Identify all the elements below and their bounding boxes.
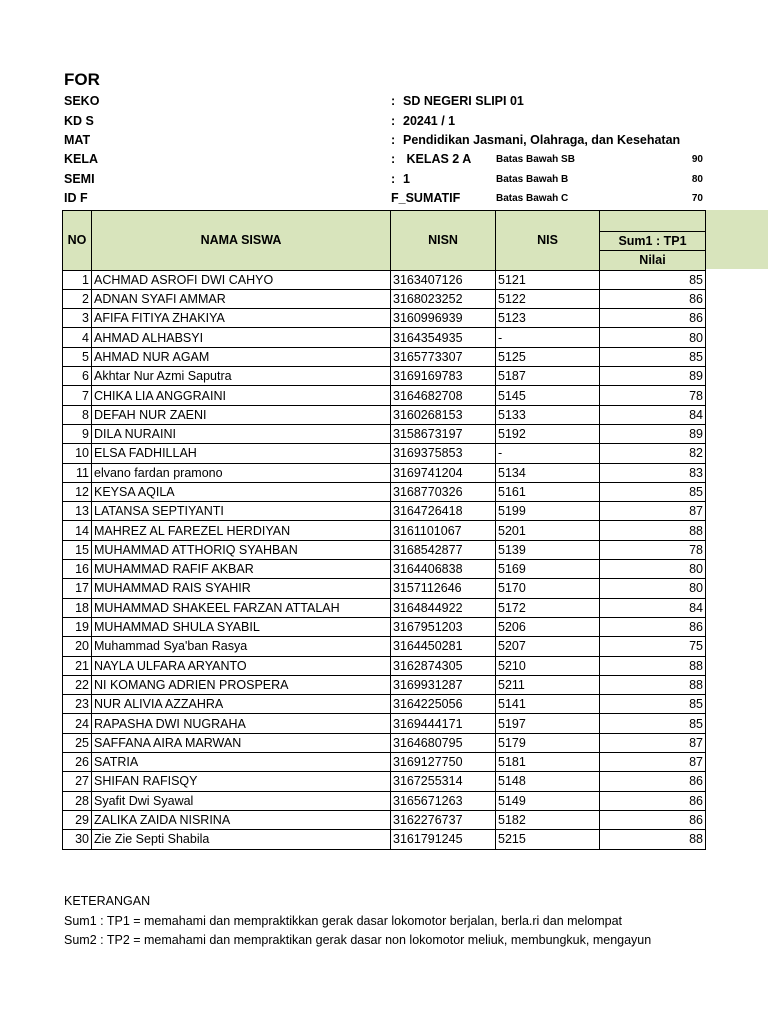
- cell-nama: MUHAMMAD RAFIF AKBAR: [92, 560, 391, 579]
- cell-nilai: 86: [600, 617, 706, 636]
- cell-nisn: 3164354935: [391, 328, 496, 347]
- meta-key: ID F: [64, 191, 88, 205]
- cell-nilai: 85: [600, 714, 706, 733]
- cell-nama: MAHREZ AL FAREZEL HERDIYAN: [92, 521, 391, 540]
- keterangan-heading: KETERANGAN: [64, 894, 151, 908]
- cell-nis: 5187: [496, 367, 600, 386]
- cell-nisn: 3162276737: [391, 810, 496, 829]
- cell-nisn: 3161101067: [391, 521, 496, 540]
- cell-nis: 5134: [496, 463, 600, 482]
- meta-colon: :: [391, 172, 396, 186]
- cell-nis: 5148: [496, 772, 600, 791]
- cell-nisn: 3161791245: [391, 830, 496, 849]
- table-row: [63, 656, 706, 675]
- cell-nilai: 88: [600, 521, 706, 540]
- cell-nis: 5199: [496, 502, 600, 521]
- batas-label: Batas Bawah B: [496, 174, 569, 185]
- meta-value: 20241 / 1: [403, 114, 456, 128]
- cell-nama: NUR ALIVIA AZZAHRA: [92, 695, 391, 714]
- header-no: NO: [63, 211, 92, 271]
- meta-colon: :: [391, 114, 396, 128]
- cell-nis: 5201: [496, 521, 600, 540]
- cell-no: 15: [63, 540, 92, 559]
- cell-nis: 5169: [496, 560, 600, 579]
- cell-nisn: 3167951203: [391, 617, 496, 636]
- cell-nis: 5210: [496, 656, 600, 675]
- cell-nisn: 3169931287: [391, 675, 496, 694]
- cell-no: 1: [63, 270, 92, 289]
- cell-no: 21: [63, 656, 92, 675]
- cell-nis: 5149: [496, 791, 600, 810]
- cell-nama: DEFAH NUR ZAENI: [92, 405, 391, 424]
- table-row: [63, 502, 706, 521]
- meta-value: Pendidikan Jasmani, Olahraga, dan Kesehatan: [403, 133, 681, 147]
- table-row: [63, 560, 706, 579]
- cell-nama: SATRIA: [92, 753, 391, 772]
- cell-nisn: 3165773307: [391, 347, 496, 366]
- batas-label: Batas Bawah SB: [496, 154, 575, 165]
- cell-no: 24: [63, 714, 92, 733]
- cell-nis: 5121: [496, 270, 600, 289]
- cell-nisn: 3169127750: [391, 753, 496, 772]
- cell-no: 22: [63, 675, 92, 694]
- cell-nis: 5179: [496, 733, 600, 752]
- table-row: [63, 598, 706, 617]
- cell-no: 9: [63, 424, 92, 443]
- cell-nilai: 86: [600, 810, 706, 829]
- meta-value: 1: [403, 172, 410, 186]
- cell-nis: 5133: [496, 405, 600, 424]
- keterangan-line-1: Sum1 : TP1 = memahami dan mempraktikkan gerak dasar lokomotor berjalan, berla.ri dan melompat: [64, 913, 623, 928]
- cell-nilai: 80: [600, 560, 706, 579]
- cell-nama: AFIFA FITIYA ZHAKIYA: [92, 309, 391, 328]
- cell-nisn: 3158673197: [391, 424, 496, 443]
- cell-nama: Syafit Dwi Syawal: [92, 791, 391, 810]
- cell-nama: LATANSA SEPTIYANTI: [92, 502, 391, 521]
- meta-row: [0, 191, 768, 211]
- meta-row: [0, 114, 768, 134]
- cell-nilai: 86: [600, 791, 706, 810]
- cell-nama: MUHAMMAD RAIS SYAHIR: [92, 579, 391, 598]
- batas-value: 80: [691, 174, 703, 185]
- cell-nisn: 3157112646: [391, 579, 496, 598]
- cell-nisn: 3169375853: [391, 444, 496, 463]
- table-row: [63, 328, 706, 347]
- table-row: [63, 714, 706, 733]
- cell-nilai: 84: [600, 405, 706, 424]
- cell-nilai: 85: [600, 270, 706, 289]
- cell-nisn: 3164682708: [391, 386, 496, 405]
- cell-no: 13: [63, 502, 92, 521]
- table-row: [63, 463, 706, 482]
- cell-nilai: 85: [600, 482, 706, 501]
- cell-nama: ACHMAD ASROFI DWI CAHYO: [92, 270, 391, 289]
- cell-nis: 5123: [496, 309, 600, 328]
- table-row: [63, 347, 706, 366]
- table-row: [63, 521, 706, 540]
- cell-no: 20: [63, 637, 92, 656]
- cell-nama: MUHAMMAD SHAKEEL FARZAN ATTALAH: [92, 598, 391, 617]
- table-row: [63, 424, 706, 443]
- cell-no: 28: [63, 791, 92, 810]
- table-row: [63, 405, 706, 424]
- cell-nis: 5197: [496, 714, 600, 733]
- cell-no: 30: [63, 830, 92, 849]
- keterangan-section: [64, 892, 651, 951]
- cell-nilai: 83: [600, 463, 706, 482]
- header-nilai: Nilai: [600, 251, 706, 270]
- meta-row: [0, 152, 768, 172]
- meta-colon: :: [391, 94, 396, 108]
- cell-nilai: 87: [600, 502, 706, 521]
- table-row: [63, 772, 706, 791]
- cell-no: 12: [63, 482, 92, 501]
- batas-value: 90: [691, 154, 703, 165]
- cell-nilai: 89: [600, 367, 706, 386]
- cell-nilai: 88: [600, 830, 706, 849]
- cell-nama: DILA NURAINI: [92, 424, 391, 443]
- cell-nisn: 3164680795: [391, 733, 496, 752]
- cell-no: 10: [63, 444, 92, 463]
- meta-key: MAT: [64, 133, 91, 147]
- cell-nilai: 80: [600, 579, 706, 598]
- header-sum1-tp1: Sum1 : TP1: [600, 232, 706, 251]
- table-body: [63, 270, 706, 849]
- cell-no: 2: [63, 289, 92, 308]
- cell-nama: AHMAD ALHABSYI: [92, 328, 391, 347]
- cell-nisn: 3162874305: [391, 656, 496, 675]
- cell-nis: 5192: [496, 424, 600, 443]
- cell-nama: Muhammad Sya'ban Rasya: [92, 637, 391, 656]
- student-grade-table: [62, 210, 706, 850]
- cell-no: 7: [63, 386, 92, 405]
- table-row: [63, 791, 706, 810]
- table-row: [63, 386, 706, 405]
- cell-no: 11: [63, 463, 92, 482]
- cell-nis: 5211: [496, 675, 600, 694]
- cell-nilai: 78: [600, 386, 706, 405]
- cell-no: 16: [63, 560, 92, 579]
- header-nis: NIS: [496, 211, 600, 271]
- cell-no: 4: [63, 328, 92, 347]
- cell-nisn: 3160996939: [391, 309, 496, 328]
- cell-nama: RAPASHA DWI NUGRAHA: [92, 714, 391, 733]
- cell-no: 6: [63, 367, 92, 386]
- table-row: [63, 540, 706, 559]
- meta-value: KELAS 2 A: [403, 152, 472, 166]
- meta-value: F_SUMATIF: [391, 191, 461, 205]
- meta-row: [0, 172, 768, 192]
- cell-nis: 5215: [496, 830, 600, 849]
- form-title: FOR: [64, 70, 100, 89]
- cell-nisn: 3168770326: [391, 482, 496, 501]
- table-row: [63, 637, 706, 656]
- cell-no: 14: [63, 521, 92, 540]
- cell-no: 29: [63, 810, 92, 829]
- table-row: [63, 309, 706, 328]
- table-header-row: [63, 211, 706, 232]
- cell-nis: 5206: [496, 617, 600, 636]
- header-nama-siswa: NAMA SISWA: [92, 211, 391, 271]
- cell-nilai: 75: [600, 637, 706, 656]
- cell-nis: 5122: [496, 289, 600, 308]
- cell-nisn: 3163407126: [391, 270, 496, 289]
- cell-nilai: 88: [600, 675, 706, 694]
- cell-nis: 5182: [496, 810, 600, 829]
- table-row: [63, 733, 706, 752]
- cell-nis: 5172: [496, 598, 600, 617]
- table-row: [63, 753, 706, 772]
- cell-nisn: 3168023252: [391, 289, 496, 308]
- cell-no: 5: [63, 347, 92, 366]
- cell-nilai: 78: [600, 540, 706, 559]
- cell-no: 25: [63, 733, 92, 752]
- batas-value: 70: [691, 193, 703, 204]
- cell-no: 19: [63, 617, 92, 636]
- table-row: [63, 289, 706, 308]
- cell-nilai: 88: [600, 656, 706, 675]
- meta-key: KD S: [64, 114, 94, 128]
- cell-nama: Akhtar Nur Azmi Saputra: [92, 367, 391, 386]
- cell-nama: elvano fardan pramono: [92, 463, 391, 482]
- cell-nis: 5207: [496, 637, 600, 656]
- cell-nisn: 3169444171: [391, 714, 496, 733]
- cell-nisn: 3164406838: [391, 560, 496, 579]
- cell-nilai: 86: [600, 289, 706, 308]
- cell-nilai: 85: [600, 347, 706, 366]
- cell-nama: MUHAMMAD SHULA SYABIL: [92, 617, 391, 636]
- table-row: [63, 810, 706, 829]
- meta-key: SEMI: [64, 172, 95, 186]
- cell-nis: 5170: [496, 579, 600, 598]
- header-nisn: NISN: [391, 211, 496, 271]
- table-row: [63, 695, 706, 714]
- cell-nis: 5181: [496, 753, 600, 772]
- table-row: [63, 675, 706, 694]
- cell-no: 17: [63, 579, 92, 598]
- table-row: [63, 270, 706, 289]
- meta-key: SEKO: [64, 94, 100, 108]
- cell-nis: 5161: [496, 482, 600, 501]
- table-row: [63, 830, 706, 849]
- cell-nama: NAYLA ULFARA ARYANTO: [92, 656, 391, 675]
- table-row: [63, 482, 706, 501]
- cell-nis: 5145: [496, 386, 600, 405]
- header-fill-extension: [705, 210, 768, 269]
- cell-nis: 5139: [496, 540, 600, 559]
- cell-nama: MUHAMMAD ATTHORIQ SYAHBAN: [92, 540, 391, 559]
- cell-no: 18: [63, 598, 92, 617]
- cell-no: 26: [63, 753, 92, 772]
- cell-nama: KEYSA AQILA: [92, 482, 391, 501]
- cell-nisn: 3160268153: [391, 405, 496, 424]
- cell-nilai: 84: [600, 598, 706, 617]
- cell-nama: ZALIKA ZAIDA NISRINA: [92, 810, 391, 829]
- cell-nisn: 3167255314: [391, 772, 496, 791]
- cell-nilai: 85: [600, 695, 706, 714]
- cell-nis: -: [496, 444, 600, 463]
- cell-nilai: 86: [600, 772, 706, 791]
- table-row: [63, 367, 706, 386]
- cell-nisn: 3164844922: [391, 598, 496, 617]
- cell-nis: -: [496, 328, 600, 347]
- meta-key: KELA: [64, 152, 99, 166]
- cell-nis: 5125: [496, 347, 600, 366]
- cell-nama: ELSA FADHILLAH: [92, 444, 391, 463]
- cell-nama: CHIKA LIA ANGGRAINI: [92, 386, 391, 405]
- meta-value: SD NEGERI SLIPI 01: [403, 94, 524, 108]
- cell-no: 27: [63, 772, 92, 791]
- cell-nilai: 86: [600, 309, 706, 328]
- cell-nisn: 3169169783: [391, 367, 496, 386]
- meta-row: [0, 133, 768, 153]
- cell-nis: 5141: [496, 695, 600, 714]
- cell-nama: Zie Zie Septi Shabila: [92, 830, 391, 849]
- cell-nama: ADNAN SYAFI AMMAR: [92, 289, 391, 308]
- cell-nisn: 3164225056: [391, 695, 496, 714]
- cell-nama: AHMAD NUR AGAM: [92, 347, 391, 366]
- cell-nilai: 87: [600, 733, 706, 752]
- cell-nisn: 3164726418: [391, 502, 496, 521]
- cell-no: 8: [63, 405, 92, 424]
- cell-nisn: 3168542877: [391, 540, 496, 559]
- table-row: [63, 579, 706, 598]
- header-blank-cell: [600, 211, 706, 232]
- meta-colon: :: [391, 152, 396, 166]
- cell-nisn: 3165671263: [391, 791, 496, 810]
- table-row: [63, 617, 706, 636]
- batas-label: Batas Bawah C: [496, 193, 569, 204]
- cell-nilai: 82: [600, 444, 706, 463]
- keterangan-line-2: Sum2 : TP2 = memahami dan mempraktikan gerak dasar non lokomotor meliuk, membungkuk, mengayun: [64, 933, 652, 947]
- cell-nama: NI KOMANG ADRIEN PROSPERA: [92, 675, 391, 694]
- cell-nisn: 3169741204: [391, 463, 496, 482]
- cell-nilai: 87: [600, 753, 706, 772]
- table-row: [63, 444, 706, 463]
- meta-row: [0, 94, 768, 114]
- cell-nilai: 89: [600, 424, 706, 443]
- cell-nilai: 80: [600, 328, 706, 347]
- cell-no: 3: [63, 309, 92, 328]
- cell-nama: SHIFAN RAFISQY: [92, 772, 391, 791]
- meta-colon: :: [391, 133, 396, 147]
- cell-nama: SAFFANA AIRA MARWAN: [92, 733, 391, 752]
- cell-no: 23: [63, 695, 92, 714]
- cell-nisn: 3164450281: [391, 637, 496, 656]
